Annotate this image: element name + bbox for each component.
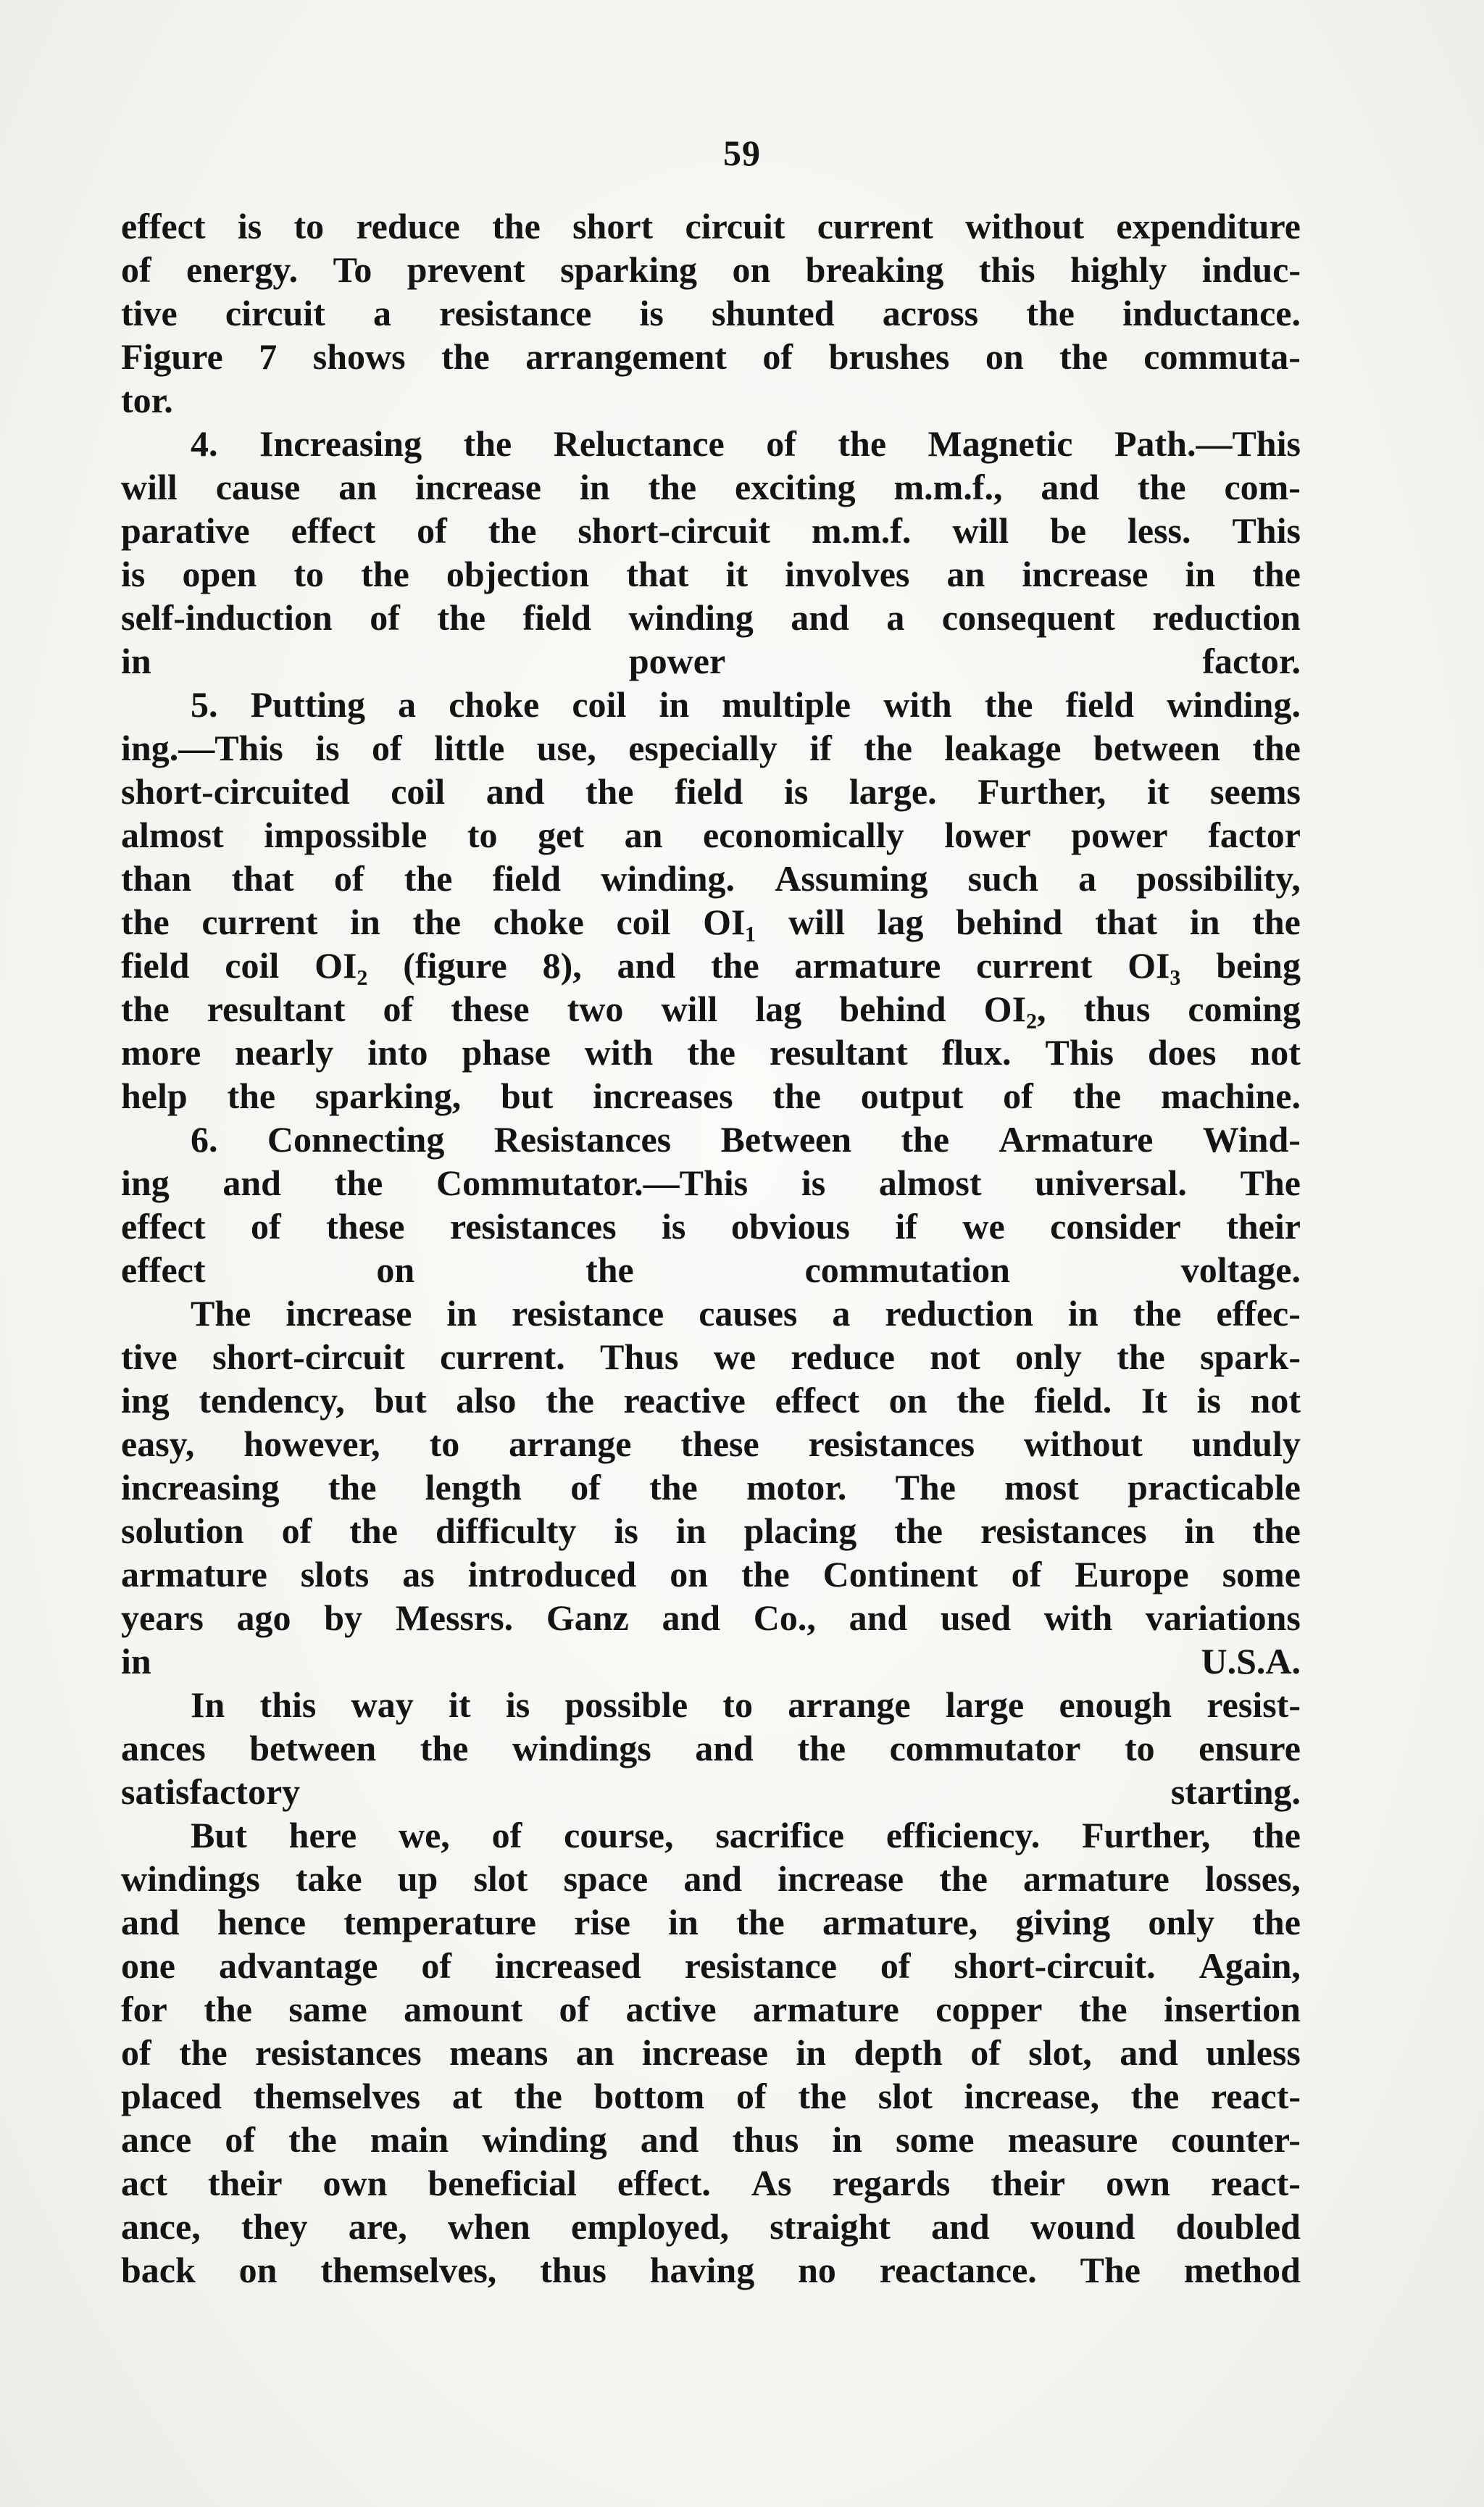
text-line: windings take up slot space and increase the armature losses, bbox=[121, 1858, 1301, 1899]
text-line: the current in the choke coil OI₁ will lag behind that in the bbox=[121, 902, 1301, 942]
text-line: in power factor. bbox=[121, 641, 1301, 681]
text-line: years ago by Messrs. Ganz and Co., and used with variations bbox=[121, 1597, 1301, 1638]
text-line: placed themselves at the bottom of the slot increase, the react- bbox=[121, 2076, 1301, 2116]
text-line: In this way it is possible to arrange large enough resist- bbox=[191, 1684, 1301, 1725]
page-number: 59 bbox=[723, 133, 761, 173]
text-line: 5. Putting a choke coil in multiple with the field winding. bbox=[191, 684, 1301, 725]
text-line: ance, they are, when employed, straight and wound doubled bbox=[121, 2206, 1301, 2247]
text-line: of energy. To prevent sparking on breaking this highly induc- bbox=[121, 249, 1301, 290]
text-line: short-circuited coil and the field is large. Further, it seems bbox=[121, 771, 1301, 812]
text-line: solution of the difficulty is in placing the resistances in the bbox=[121, 1510, 1301, 1551]
text-line: the resultant of these two will lag behind OI₂, thus coming bbox=[121, 989, 1301, 1029]
text-line: 6. Connecting Resistances Between the Armature Wind- bbox=[191, 1119, 1301, 1160]
text-line: and hence temperature rise in the armature, giving only the bbox=[121, 1902, 1301, 1942]
text-line: ing.—This is of little use, especially if the leakage between the bbox=[121, 728, 1301, 768]
text-line: armature slots as introduced on the Continent of Europe some bbox=[121, 1554, 1301, 1595]
text-line: of the resistances means an increase in depth of slot, and unless bbox=[121, 2032, 1301, 2073]
text-line: will cause an increase in the exciting m.m.f., and the com- bbox=[121, 467, 1301, 507]
text-line: The increase in resistance causes a reduction in the effec- bbox=[191, 1293, 1301, 1334]
text-line: ance of the main winding and thus in some measure counter- bbox=[121, 2119, 1301, 2160]
text-line: back on themselves, thus having no reactance. The method bbox=[121, 2250, 1301, 2290]
text-line: satisfactory starting. bbox=[121, 1771, 1301, 1812]
text-line: help the sparking, but increases the output of the machine. bbox=[121, 1076, 1301, 1116]
body-text bbox=[121, 204, 1301, 2292]
text-line: self-induction of the field winding and a consequent reduction bbox=[121, 597, 1301, 638]
text-line: tive circuit a resistance is shunted across the inductance. bbox=[121, 293, 1301, 333]
text-line: almost impossible to get an economically lower power factor bbox=[121, 815, 1301, 855]
text-line: one advantage of increased resistance of short-circuit. Again, bbox=[121, 1945, 1301, 1986]
text-line: 4. Increasing the Reluctance of the Magnetic Path.—This bbox=[191, 423, 1301, 464]
text-line: effect of these resistances is obvious if we consider their bbox=[121, 1206, 1301, 1247]
text-line: tive short-circuit current. Thus we reduce not only the spark- bbox=[121, 1336, 1301, 1377]
text-line: tor. bbox=[121, 380, 173, 420]
text-line: increasing the length of the motor. The most practicable bbox=[121, 1467, 1301, 1508]
text-line: easy, however, to arrange these resistances without unduly bbox=[121, 1423, 1301, 1464]
text-line: for the same amount of active armature copper the insertion bbox=[121, 1989, 1301, 2029]
text-line: ing tendency, but also the reactive effect on the field. It is not bbox=[121, 1380, 1301, 1421]
text-line: effect is to reduce the short circuit current without expenditure bbox=[121, 206, 1301, 246]
text-line: parative effect of the short-circuit m.m.f. will be less. This bbox=[121, 510, 1301, 551]
text-line: is open to the objection that it involves an increase in the bbox=[121, 554, 1301, 594]
text-line: than that of the field winding. Assuming such a possibility, bbox=[121, 858, 1301, 899]
text-line: ing and the Commutator.—This is almost universal. The bbox=[121, 1163, 1301, 1203]
text-line: effect on the commutation voltage. bbox=[121, 1250, 1301, 1290]
text-line: more nearly into phase with the resultant flux. This does not bbox=[121, 1032, 1301, 1073]
text-line: field coil OI₂ (figure 8), and the armature current OI₃ being bbox=[121, 945, 1301, 986]
text-line: ances between the windings and the commutator to ensure bbox=[121, 1728, 1301, 1768]
text-line: Figure 7 shows the arrangement of brushes on the commuta- bbox=[121, 336, 1301, 377]
text-line: act their own beneficial effect. As regards their own react- bbox=[121, 2163, 1301, 2203]
text-line: But here we, of course, sacrifice efficiency. Further, the bbox=[191, 1815, 1301, 1855]
text-line: in U.S.A. bbox=[121, 1641, 1301, 1681]
